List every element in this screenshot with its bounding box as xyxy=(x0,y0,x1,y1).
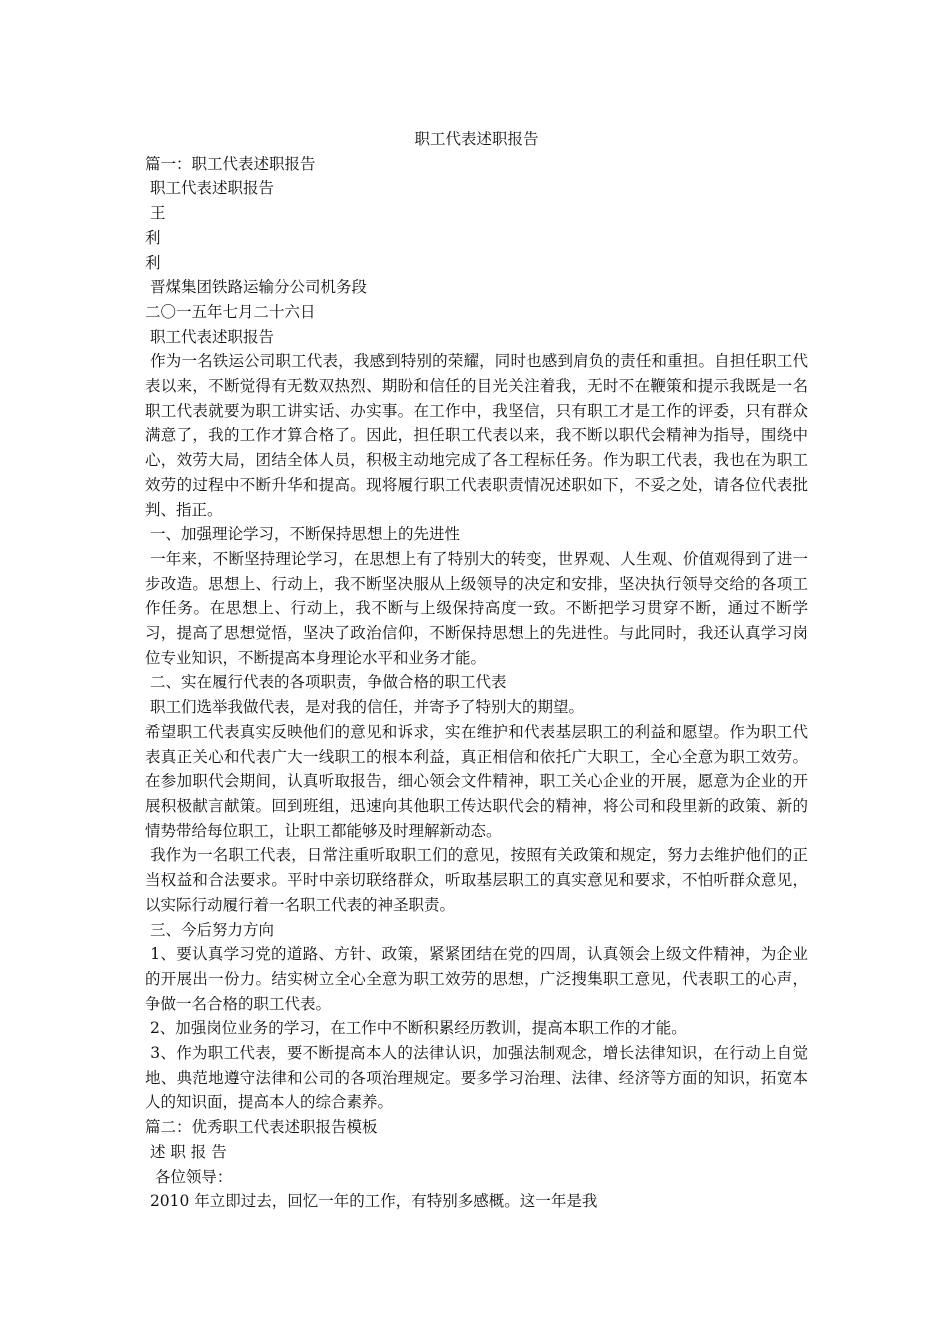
author-name-line-3: 利 xyxy=(145,253,161,272)
section3-item-3: 3、作为职工代表，要不断提高本人的法律认识，加强法制观念，增长法律知识，在行动上自觉地、典范地遵守法律和公司的各项治理规定。要多学习治理、法律、经济等方面的知识，拓宽本人的知识面，提高本人的综合素养。 xyxy=(145,1044,808,1112)
author-name-line-1: 王 xyxy=(145,204,166,223)
section3-heading: 三、今后努力方向 xyxy=(145,920,274,939)
section1-paragraph: 一年来，不断坚持理论学习，在思想上有了特别大的转变，世界观、人生观、价值观得到了进一步改造。思想上、行动上，我不断坚决服从上级领导的决定和安排，坚决执行领导交给的各项工作任务。在思想上、行动上，我不断与上级保持高度一致。不断把学习贯穿不断，通过不断学习，提高了思想觉悟，坚决了政治信仰，不断保持思想上的先进性。与此同时，我还认真学习岗位专业知识，不断提高本身理论水平和业务才能。 xyxy=(145,549,808,667)
section3-item-1: 1、要认真学习党的道路、方针、政策，紧紧团结在党的四周，认真领会上级文件精神，为企业的开展出一份力。结实树立全心全意为职工效劳的思想，广泛搜集职工意见，代表职工的心声，争做一名合格的职工代表。 xyxy=(145,945,808,1013)
document-page xyxy=(145,127,808,1214)
part2-heading: 篇二：优秀职工代表述职报告模板 xyxy=(145,1118,378,1137)
intro-paragraph: 作为一名铁运公司职工代表，我感到特别的荣耀，同时也感到肩负的责任和重担。自担任职工代表以来，不断觉得有无数双热烈、期盼和信任的目光关注着我，无时不在鞭策和提示我既是一名职工代表就要为职工讲实话、办实事。在工作中，我坚信，只有职工才是工作的评委，只有群众满意了，我的工作才算合格了。因此，担任职工代表以来，我不断以职代会精神为指导，围绕中心，效劳大局，团结全体人员，积极主动地完成了各工程标任务。作为职工代表，我也在为职工效劳的过程中不断升华和提高。现将履行职工代表职责情况述职如下，不妥之处，请各位代表批判、指正。 xyxy=(145,352,808,519)
section2-paragraph-2: 希望职工代表真实反映他们的意见和诉求，实在维护和代表基层职工的利益和愿望。作为职工代表真正关心和代表广大一线职工的根本利益，真正相信和依托广大职工，全心全意为职工效劳。在参加职代会期间，认真听取报告，细心领会文件精神，职工关心企业的开展，愿意为企业的开展积极献言献策。回到班组，迅速向其他职工传达职代会的精神，将公司和段里新的政策、新的情势带给每位职工，让职工都能够及时理解新动态。 xyxy=(145,722,808,840)
section2-paragraph-3: 我作为一名职工代表，日常注重听取职工们的意见，按照有关政策和规定，努力去维护他们的正当权益和合法要求。平时中亲切联络群众，听取基层职工的真实意见和要求，不怕听群众意见，以实际行动履行着一名职工代表的神圣职责。 xyxy=(145,846,808,914)
section3-item-2: 2、加强岗位业务的学习，在工作中不断积累经历教训，提高本职工作的才能。 xyxy=(145,1019,687,1038)
part2-opening: 2010 年立即过去，回忆一年的工作，有特别多感概。这一年是我 xyxy=(145,1192,598,1211)
author-name-line-2: 利 xyxy=(145,228,161,247)
part2-title: 述 职 报 告 xyxy=(145,1142,227,1161)
section2-heading: 二、实在履行代表的各项职责，争做合格的职工代表 xyxy=(145,673,507,692)
part1-subtitle: 职工代表述职报告 xyxy=(145,179,274,198)
part2-salutation: 各位领导： xyxy=(145,1167,233,1186)
part1-heading: 篇一：职工代表述职报告 xyxy=(145,154,316,173)
section2-paragraph-1: 职工们选举我做代表，是对我的信任，并寄予了特别大的期望。 xyxy=(145,698,584,717)
subtitle-repeat: 职工代表述职报告 xyxy=(145,327,274,346)
section1-heading: 一、加强理论学习，不断保持思想上的先进性 xyxy=(145,525,460,544)
date-line: 二〇一五年七月二十六日 xyxy=(145,302,316,321)
organization-line: 晋煤集团铁路运输分公司机务段 xyxy=(145,278,367,297)
document-title: 职工代表述职报告 xyxy=(414,130,539,148)
